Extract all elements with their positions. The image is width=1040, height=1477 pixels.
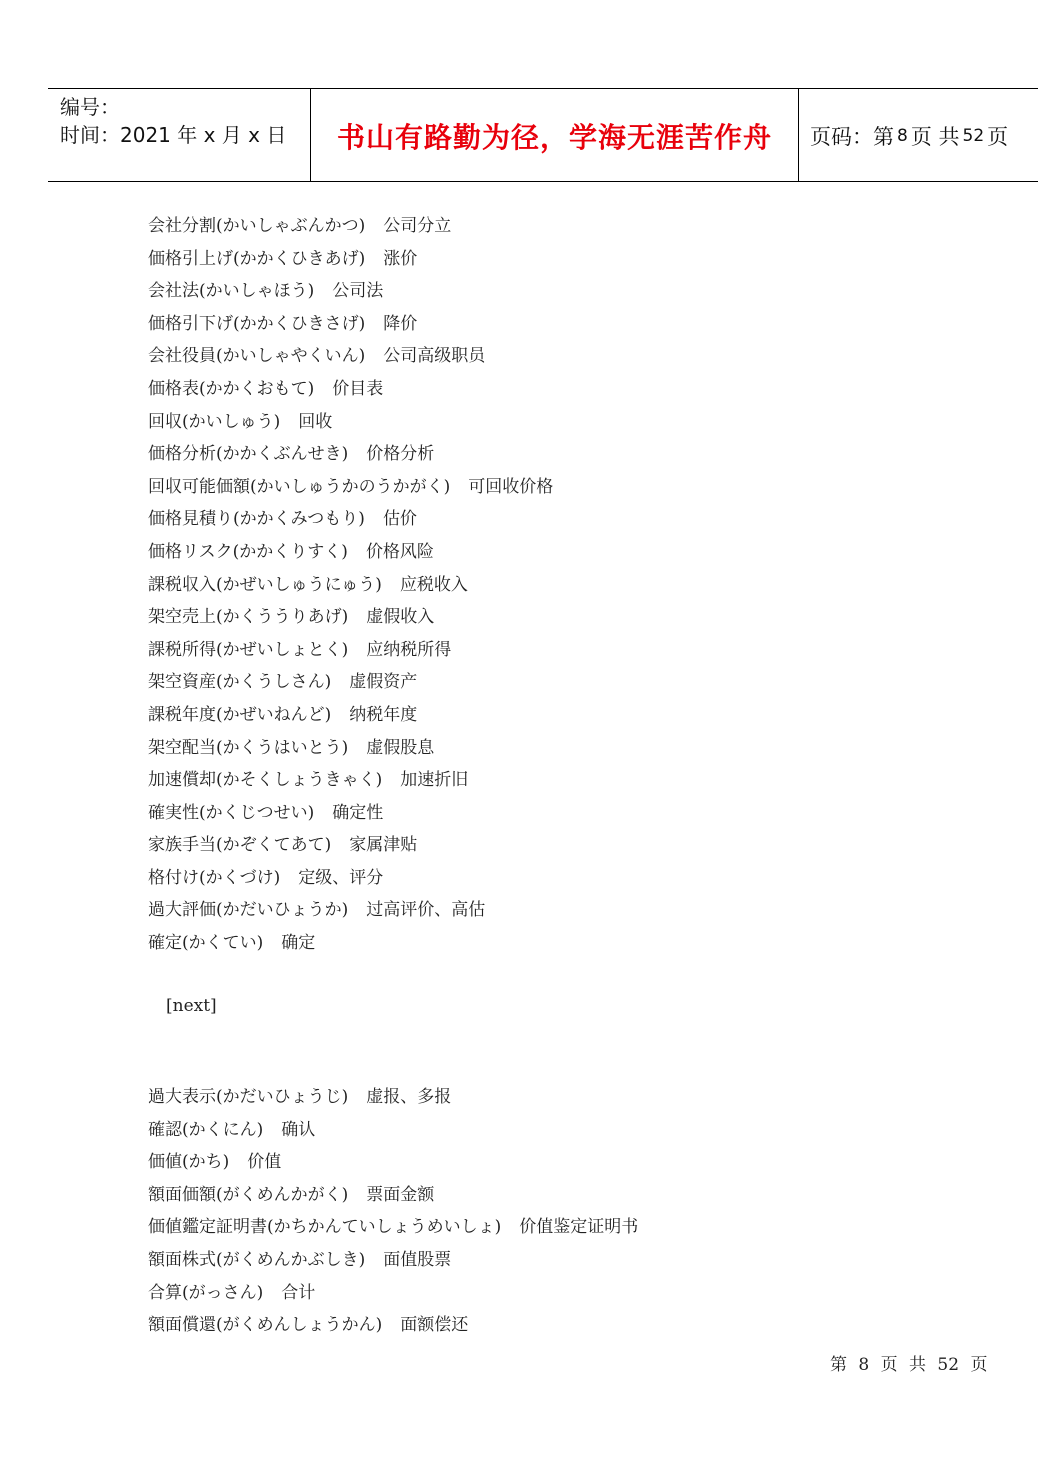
entry-translation: 确定 bbox=[281, 933, 316, 954]
glossary-entry bbox=[148, 243, 1008, 276]
entry-term: 価格引下げ(かかくひきさげ) bbox=[148, 313, 366, 334]
entry-term: 過大表示(かだいひょうじ) bbox=[148, 1087, 349, 1107]
glossary-entry bbox=[148, 699, 1008, 732]
entry-translation: 公司法 bbox=[332, 281, 384, 302]
time-label: 时间：2021 年 x 月 x 日 bbox=[60, 123, 287, 147]
page-prefix: 页码：第 bbox=[810, 124, 894, 149]
entry-translation: 确定性 bbox=[332, 802, 384, 823]
entry-translation: 应税收入 bbox=[399, 574, 468, 595]
glossary-entry bbox=[148, 1211, 1008, 1244]
glossary-entry bbox=[148, 634, 1008, 667]
entry-translation: 过高评价、高估 bbox=[366, 900, 486, 921]
entry-term: 合算(がっさん) bbox=[148, 1282, 264, 1303]
entry-term: 架空配当(かくうはいとう) bbox=[148, 737, 349, 758]
glossary-entry bbox=[148, 1244, 1008, 1277]
entry-term: 価値(かち) bbox=[148, 1152, 230, 1173]
glossary-entry bbox=[148, 1146, 1008, 1179]
entry-translation: 加速折旧 bbox=[400, 770, 469, 791]
glossary-entry bbox=[148, 666, 1008, 699]
glossary-entry bbox=[148, 536, 1008, 569]
glossary-list-part1 bbox=[148, 210, 1008, 1022]
entry-term: 課税収入(かぜいしゅうにゅう) bbox=[148, 574, 382, 595]
entry-term: 架空売上(かくううりあげ) bbox=[148, 607, 349, 628]
page-current: 8 bbox=[897, 125, 908, 146]
page-footer: 第 8 页 共 52 页 bbox=[830, 1355, 988, 1375]
glossary-entry bbox=[148, 275, 1008, 308]
glossary-entry bbox=[148, 471, 1008, 504]
entry-translation: 公司高级职员 bbox=[383, 346, 486, 367]
glossary-entry bbox=[148, 1179, 1008, 1212]
glossary-entry bbox=[148, 438, 1008, 471]
entry-translation: 面值股票 bbox=[383, 1249, 452, 1270]
document-header bbox=[48, 88, 1038, 182]
glossary-entry bbox=[148, 894, 1008, 927]
glossary-entry bbox=[148, 210, 1008, 243]
glossary-entry bbox=[148, 927, 1008, 960]
glossary-entry bbox=[148, 373, 1008, 406]
glossary-entry bbox=[148, 764, 1008, 797]
entry-translation: 公司分立 bbox=[383, 216, 452, 236]
entry-translation: 虚报、多报 bbox=[366, 1087, 452, 1107]
entry-translation: 定级、评分 bbox=[298, 867, 384, 888]
page-total: 52 bbox=[962, 125, 985, 146]
header-page-info bbox=[810, 89, 1008, 182]
entry-translation: 可回收价格 bbox=[468, 476, 554, 497]
entry-term: 確認(かくにん) bbox=[148, 1119, 264, 1140]
entry-term: 価格リスク(かかくりすく) bbox=[148, 541, 348, 562]
glossary-entry bbox=[148, 569, 1008, 602]
entry-term: 確定(かくてい) bbox=[148, 933, 264, 954]
entry-translation: 估价 bbox=[382, 509, 417, 530]
entry-translation: 价值 bbox=[247, 1152, 282, 1173]
entry-term: 確実性(かくじつせい) bbox=[148, 802, 315, 823]
glossary-entry bbox=[148, 1114, 1008, 1147]
entry-term: 価格分析(かかくぶんせき) bbox=[148, 444, 349, 465]
entry-translation: 票面金额 bbox=[366, 1184, 435, 1205]
glossary-entry bbox=[148, 601, 1008, 634]
entry-translation: 降价 bbox=[383, 313, 418, 334]
entry-translation: 回收 bbox=[298, 411, 333, 432]
entry-term: 額面償還(がくめんしょうかん) bbox=[148, 1315, 383, 1336]
entry-translation: 纳税年度 bbox=[349, 704, 418, 725]
glossary-entry bbox=[148, 1309, 1008, 1342]
entry-translation: 价值鉴定证明书 bbox=[519, 1217, 639, 1238]
entry-term: 課税年度(かぜいねんど) bbox=[148, 704, 332, 725]
entry-translation: 价目表 bbox=[332, 378, 384, 399]
entry-term: 回収(かいしゅう) bbox=[148, 411, 281, 432]
entry-translation: 虚假股息 bbox=[366, 737, 435, 758]
glossary-entry bbox=[148, 732, 1008, 765]
entry-translation: 家属津贴 bbox=[349, 835, 418, 856]
entry-translation: 确认 bbox=[281, 1119, 316, 1140]
entry-translation: 价格风险 bbox=[365, 541, 434, 562]
entry-term: 課税所得(かぜいしょとく) bbox=[148, 639, 349, 660]
next-marker: [next] bbox=[166, 995, 217, 1016]
entry-translation: 虚假收入 bbox=[366, 607, 435, 628]
entry-term: 価格表(かかくおもて) bbox=[148, 378, 315, 399]
entry-term: 格付け(かくづけ) bbox=[148, 867, 281, 888]
entry-translation: 应纳税所得 bbox=[366, 639, 452, 660]
entry-term: 価格引上げ(かかくひきあげ) bbox=[148, 248, 366, 269]
entry-term: 会社役員(かいしゃやくいん) bbox=[148, 346, 366, 367]
entry-term: 価値鑑定証明書(かちかんていしょうめいしょ) bbox=[148, 1217, 502, 1238]
glossary-entry bbox=[148, 406, 1008, 439]
entry-term: 額面株式(がくめんかぶしき) bbox=[148, 1249, 366, 1270]
entry-term: 架空資産(かくうしさん) bbox=[148, 672, 332, 693]
glossary-entry bbox=[148, 1081, 1008, 1114]
entry-translation: 涨价 bbox=[383, 248, 418, 269]
entry-term: 額面価額(がくめんかがく) bbox=[148, 1184, 349, 1205]
entry-term: 過大評価(かだいひょうか) bbox=[148, 900, 349, 921]
entry-translation: 合计 bbox=[281, 1282, 316, 1303]
page-suffix: 页 bbox=[987, 124, 1009, 149]
glossary-entry bbox=[148, 340, 1008, 373]
glossary-list-part2 bbox=[148, 1081, 1008, 1342]
header-divider bbox=[798, 89, 799, 182]
entry-term: 会社法(かいしゃほう) bbox=[148, 281, 315, 302]
entry-translation: 虚假资产 bbox=[349, 672, 418, 693]
entry-term: 家族手当(かぞくてあて) bbox=[148, 835, 332, 856]
entry-term: 回収可能価額(かいしゅうかのうかがく) bbox=[148, 476, 451, 497]
glossary-entry bbox=[148, 308, 1008, 341]
header-meta bbox=[60, 93, 310, 149]
entry-term: 加速償却(かそくしょうきゃく) bbox=[148, 770, 383, 791]
glossary-entry bbox=[148, 829, 1008, 862]
entry-term: 会社分割(かいしゃぶんかつ) bbox=[148, 216, 366, 236]
number-label: 编号： bbox=[60, 95, 120, 119]
glossary-entry bbox=[148, 797, 1008, 830]
entry-term: 価格見積り(かかくみつもり) bbox=[148, 509, 365, 530]
glossary-entry bbox=[148, 503, 1008, 536]
entry-translation: 价格分析 bbox=[366, 444, 435, 465]
entry-translation: 面额偿还 bbox=[400, 1315, 469, 1336]
header-motto: 书山有路勤为径，学海无涯苦作舟 bbox=[336, 120, 772, 154]
glossary-entry bbox=[148, 862, 1008, 895]
page-mid: 页 共 bbox=[910, 124, 960, 149]
glossary-entry bbox=[148, 1277, 1008, 1310]
